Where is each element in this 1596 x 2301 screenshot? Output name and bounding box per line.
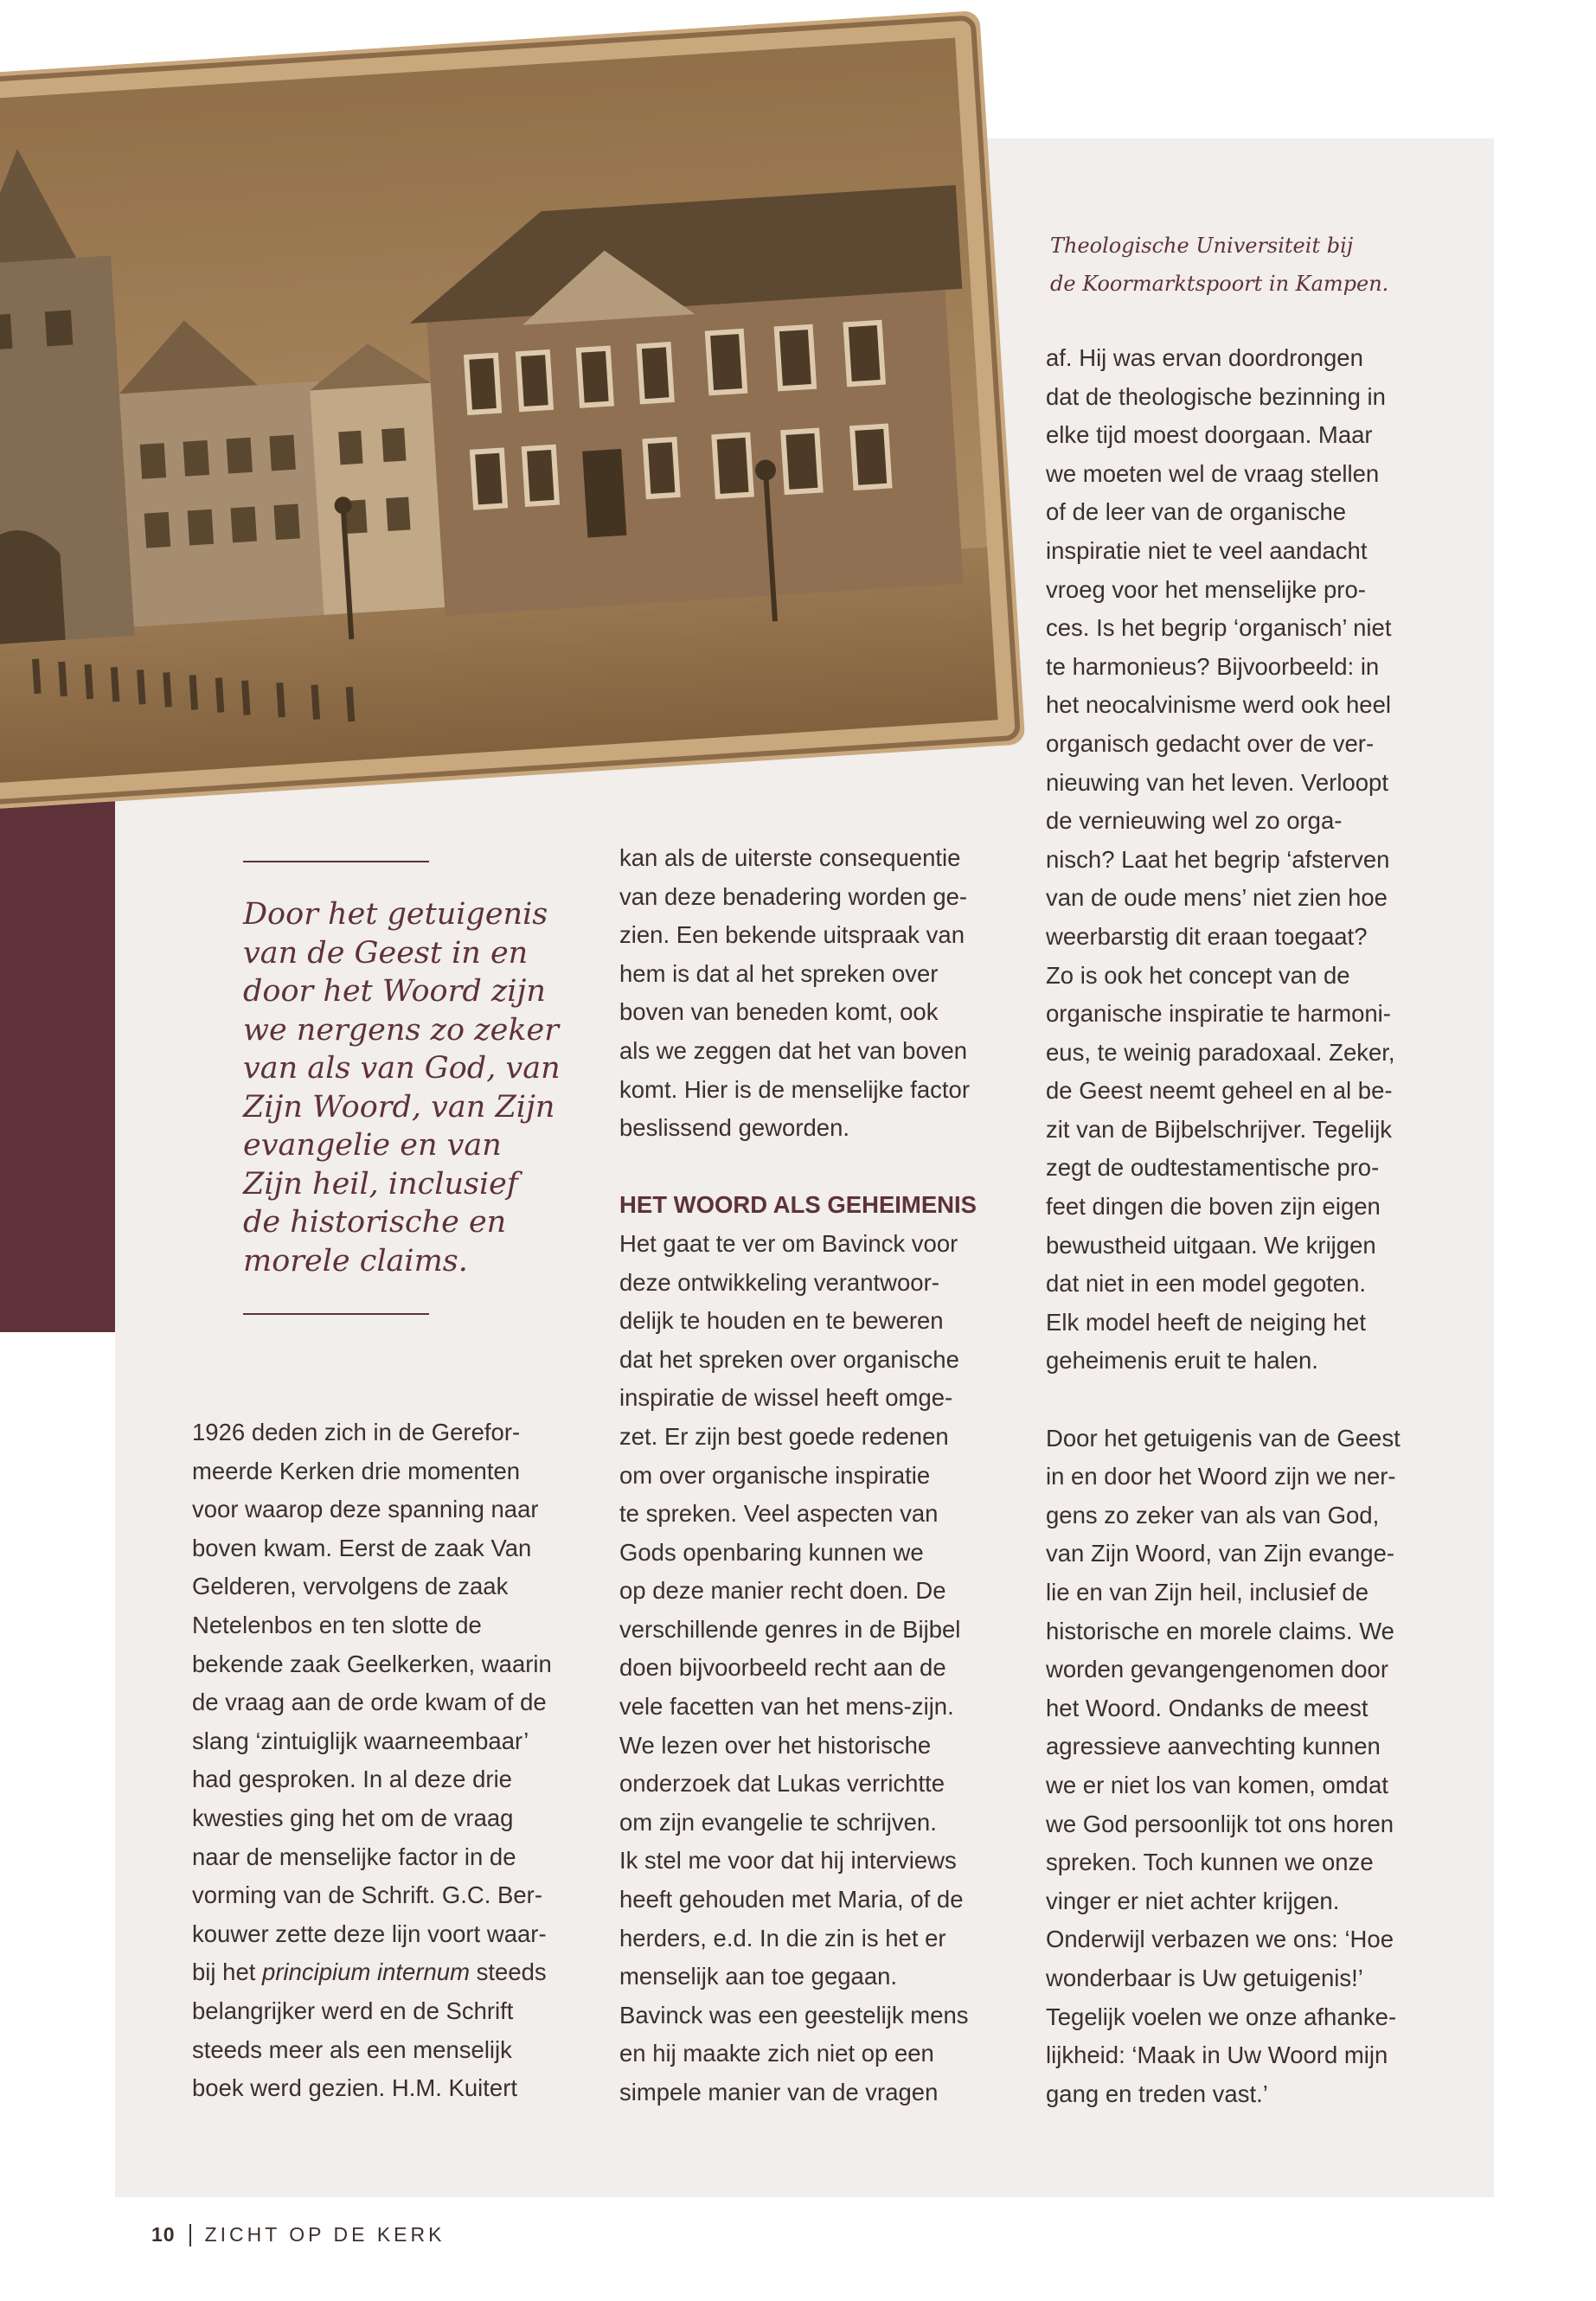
text-line: bewustheid uitgaan. We krijgen	[1046, 1231, 1376, 1259]
text-line: geheimenis eruit te halen.	[1046, 1347, 1318, 1375]
text-line: te harmonieus? Bijvoorbeeld: in	[1046, 652, 1380, 680]
text-column-3	[1046, 339, 1435, 2113]
text-line: vroeg voor het menselijke pro-	[1046, 575, 1366, 603]
photo-caption	[1050, 227, 1448, 303]
text-line: herders, e.d. In die zin is het er	[619, 1924, 946, 1952]
text-line: op deze manier recht doen. De	[619, 1577, 946, 1605]
text-line: slang ‘zintuiglijk waarneembaar’	[192, 1727, 529, 1754]
text-line: meerde Kerken drie momenten	[192, 1457, 521, 1484]
text-line: zet. Er zijn best goede redenen	[619, 1422, 949, 1450]
text-fragment: bij het	[192, 1958, 263, 1986]
text-line: lie en van Zijn heil, inclusief de	[1046, 1579, 1368, 1606]
quote-line: Door het getuigenis	[243, 897, 548, 932]
text-line: zit van de Bijbelschrijver. Tegelijk	[1046, 1115, 1392, 1143]
text-line: als we zeggen dat het van boven	[619, 1036, 968, 1064]
italic-term: principium internum	[262, 1958, 470, 1986]
text-line: bekende zaak Geelkerken, waarin	[192, 1650, 552, 1677]
text-line: boven van beneden komt, ook	[619, 998, 939, 1026]
text-line: menselijk aan toe gegaan.	[619, 1963, 898, 1990]
text-line: in en door het Woord zijn we ner-	[1046, 1463, 1396, 1490]
text-line: organische inspiratie te harmoni-	[1046, 1000, 1391, 1028]
text-line: ces. Is het begrip ‘organisch’ niet	[1046, 614, 1392, 642]
page-footer	[151, 2223, 445, 2247]
text-line: het neocalvinisme werd ook heel	[1046, 691, 1391, 719]
text-line: inspiratie niet te veel aandacht	[1046, 536, 1368, 564]
text-line: Het gaat te ver om Bavinck voor	[619, 1229, 958, 1257]
quote-line: Zijn Woord, van Zijn	[243, 1089, 555, 1125]
text-line: van deze benadering worden ge-	[619, 882, 968, 910]
text-fragment: steeds	[470, 1958, 547, 1986]
quote-line: we nergens zo zeker	[243, 1012, 559, 1048]
text-line: Tegelijk voelen we onze afhanke-	[1046, 2003, 1397, 2030]
text-line: beslissend geworden.	[619, 1114, 850, 1142]
quote-rule-top	[243, 861, 429, 862]
text-line: Netelenbos en ten slotte de	[192, 1611, 482, 1638]
text-line: naar de menselijke factor in de	[192, 1843, 516, 1870]
text-line: verschillende genres in de Bijbel	[619, 1615, 961, 1643]
text-line: kouwer zette deze lijn voort waar-	[192, 1920, 547, 1947]
text-line: agressieve aanvechting kunnen	[1046, 1733, 1381, 1760]
text-line: deze ontwikkeling verantwoor-	[619, 1268, 939, 1296]
quote-line: morele claims.	[243, 1243, 468, 1279]
text-line: Gelderen, vervolgens de zaak	[192, 1573, 509, 1600]
text-line: belangrijker werd en de Schrift	[192, 1997, 514, 2024]
text-line: voor waarop deze spanning naar	[192, 1496, 539, 1523]
text-column-2	[619, 839, 1009, 2112]
text-line: organisch gedacht over de ver-	[1046, 729, 1375, 757]
text-line: elke tijd moest doorgaan. Maar	[1046, 421, 1373, 449]
blank-line	[619, 1148, 1009, 1187]
text-line: delijk te houden en te beweren	[619, 1307, 944, 1335]
text-line: of de leer van de organische	[1046, 498, 1347, 526]
text-line: lijkheid: ‘Maak in Uw Woord mijn	[1046, 2041, 1388, 2069]
text-line: het Woord. Ondanks de meest	[1046, 1694, 1368, 1721]
text-line: zien. Een bekende uitspraak van	[619, 921, 965, 949]
text-line: gang en treden vast.’	[1046, 2080, 1268, 2107]
quote-line: Zijn heil, inclusief	[243, 1166, 518, 1202]
blank-line	[1046, 1381, 1435, 1420]
text-line: dat de theologische bezinning in	[1046, 382, 1386, 410]
text-line: doen bijvoorbeeld recht aan de	[619, 1654, 946, 1682]
text-line: te spreken. Veel aspecten van	[619, 1500, 939, 1528]
text-line: worden gevangengenomen door	[1046, 1656, 1388, 1683]
text-line: Door het getuigenis van de Geest	[1046, 1424, 1401, 1452]
section-heading: HET WOORD ALS GEHEIMENIS	[619, 1191, 977, 1219]
caption-line: de Koormarktspoort in Kampen.	[1050, 272, 1389, 296]
quote-line: door het Woord zijn	[243, 974, 546, 1009]
text-line: 1926 deden zich in de Gerefor-	[192, 1419, 521, 1445]
text-line: van de oude mens’ niet zien hoe	[1046, 884, 1388, 912]
quote-rule-bottom	[243, 1313, 429, 1315]
text-line: feet dingen die boven zijn eigen	[1046, 1193, 1381, 1221]
text-line: we er niet los van komen, omdat	[1046, 1771, 1388, 1798]
text-line: om zijn evangelie te schrijven.	[619, 1808, 937, 1836]
quote-line: evangelie en van	[243, 1128, 502, 1163]
text-line: kan als de uiterste consequentie	[619, 844, 961, 871]
text-line: komt. Hier is de menselijke factor	[619, 1075, 970, 1103]
text-line: zegt de oudtestamentische pro-	[1046, 1154, 1380, 1182]
page-number: 10	[151, 2223, 176, 2246]
text-line: inspiratie de wissel heeft omge-	[619, 1384, 953, 1412]
text-line: had gesproken. In al deze drie	[192, 1766, 512, 1793]
text-line: Ik stel me voor dat hij interviews	[619, 1847, 957, 1875]
text-line: van Zijn Woord, van Zijn evange-	[1046, 1540, 1395, 1567]
text-line: historische en morele claims. We	[1046, 1617, 1394, 1644]
caption-line: Theologische Universiteit bij	[1050, 234, 1354, 258]
text-line: Zo is ook het concept van de	[1046, 961, 1350, 989]
text-line: Gods openbaring kunnen we	[619, 1538, 924, 1566]
text-line: dat het spreken over organische	[619, 1345, 959, 1373]
text-line: Elk model heeft de neiging het	[1046, 1308, 1366, 1336]
text-line: kwesties ging het om de vraag	[192, 1804, 514, 1831]
text-line: steeds meer als een menselijk	[192, 2035, 512, 2063]
text-line: dat niet in een model gegoten.	[1046, 1270, 1367, 1298]
text-line: gens zo zeker van als van God,	[1046, 1501, 1380, 1529]
quote-line: de historische en	[243, 1205, 507, 1240]
text-line: heeft gehouden met Maria, of de	[619, 1886, 964, 1913]
text-line: om over organische inspiratie	[619, 1461, 931, 1489]
building-photo	[0, 10, 1025, 811]
quote-line: van als van God, van	[243, 1051, 561, 1086]
quote-line: van de Geest in en	[243, 935, 529, 971]
text-line: de vernieuwing wel zo orga-	[1046, 807, 1343, 835]
text-line: de Geest neemt geheel en al be-	[1046, 1077, 1393, 1105]
pull-quote	[243, 861, 589, 1315]
magazine-title: ZICHT OP DE KERK	[204, 2223, 445, 2246]
text-line: Bavinck was een geestelijk mens	[619, 2001, 969, 2029]
text-line: wonderbaar is Uw getuigenis!’	[1046, 1964, 1363, 1991]
text-line: boven kwam. Eerst de zaak Van	[192, 1534, 532, 1561]
text-line: nieuwing van het leven. Verloopt	[1046, 768, 1388, 796]
text-line: eus, te weinig paradoxaal. Zeker,	[1046, 1038, 1395, 1066]
text-line: simpele manier van de vragen	[619, 2079, 939, 2106]
text-line-italic	[192, 1953, 581, 1992]
text-line: en hij maakte zich niet op een	[619, 2040, 934, 2067]
text-line: af. Hij was ervan doordrongen	[1046, 344, 1363, 371]
text-line: nisch? Laat het begrip ‘afsterven	[1046, 845, 1390, 873]
text-line: hem is dat al het spreken over	[619, 959, 939, 987]
text-line: we moeten wel de vraag stellen	[1046, 459, 1380, 487]
text-line: vorming van de Schrift. G.C. Ber-	[192, 1881, 542, 1909]
text-line: Onderwijl verbazen we ons: ‘Hoe	[1046, 1926, 1394, 1953]
text-line: We lezen over het historische	[619, 1731, 932, 1759]
text-line: weerbarstig dit eraan toegaat?	[1046, 922, 1368, 950]
text-line: de vraag aan de orde kwam of de	[192, 1689, 547, 1716]
text-line: vinger er niet achter krijgen.	[1046, 1887, 1340, 1914]
text-column-1	[192, 1413, 581, 2108]
footer-divider	[189, 2224, 191, 2247]
text-line: onderzoek dat Lukas verrichtte	[619, 1770, 945, 1798]
quote-text	[243, 895, 589, 1280]
text-line: boek werd gezien. H.M. Kuitert	[192, 2074, 518, 2102]
text-line: spreken. Toch kunnen we onze	[1046, 1849, 1374, 1876]
text-line: we God persoonlijk tot ons horen	[1046, 1810, 1394, 1837]
text-line: vele facetten van het mens-zijn.	[619, 1693, 954, 1721]
